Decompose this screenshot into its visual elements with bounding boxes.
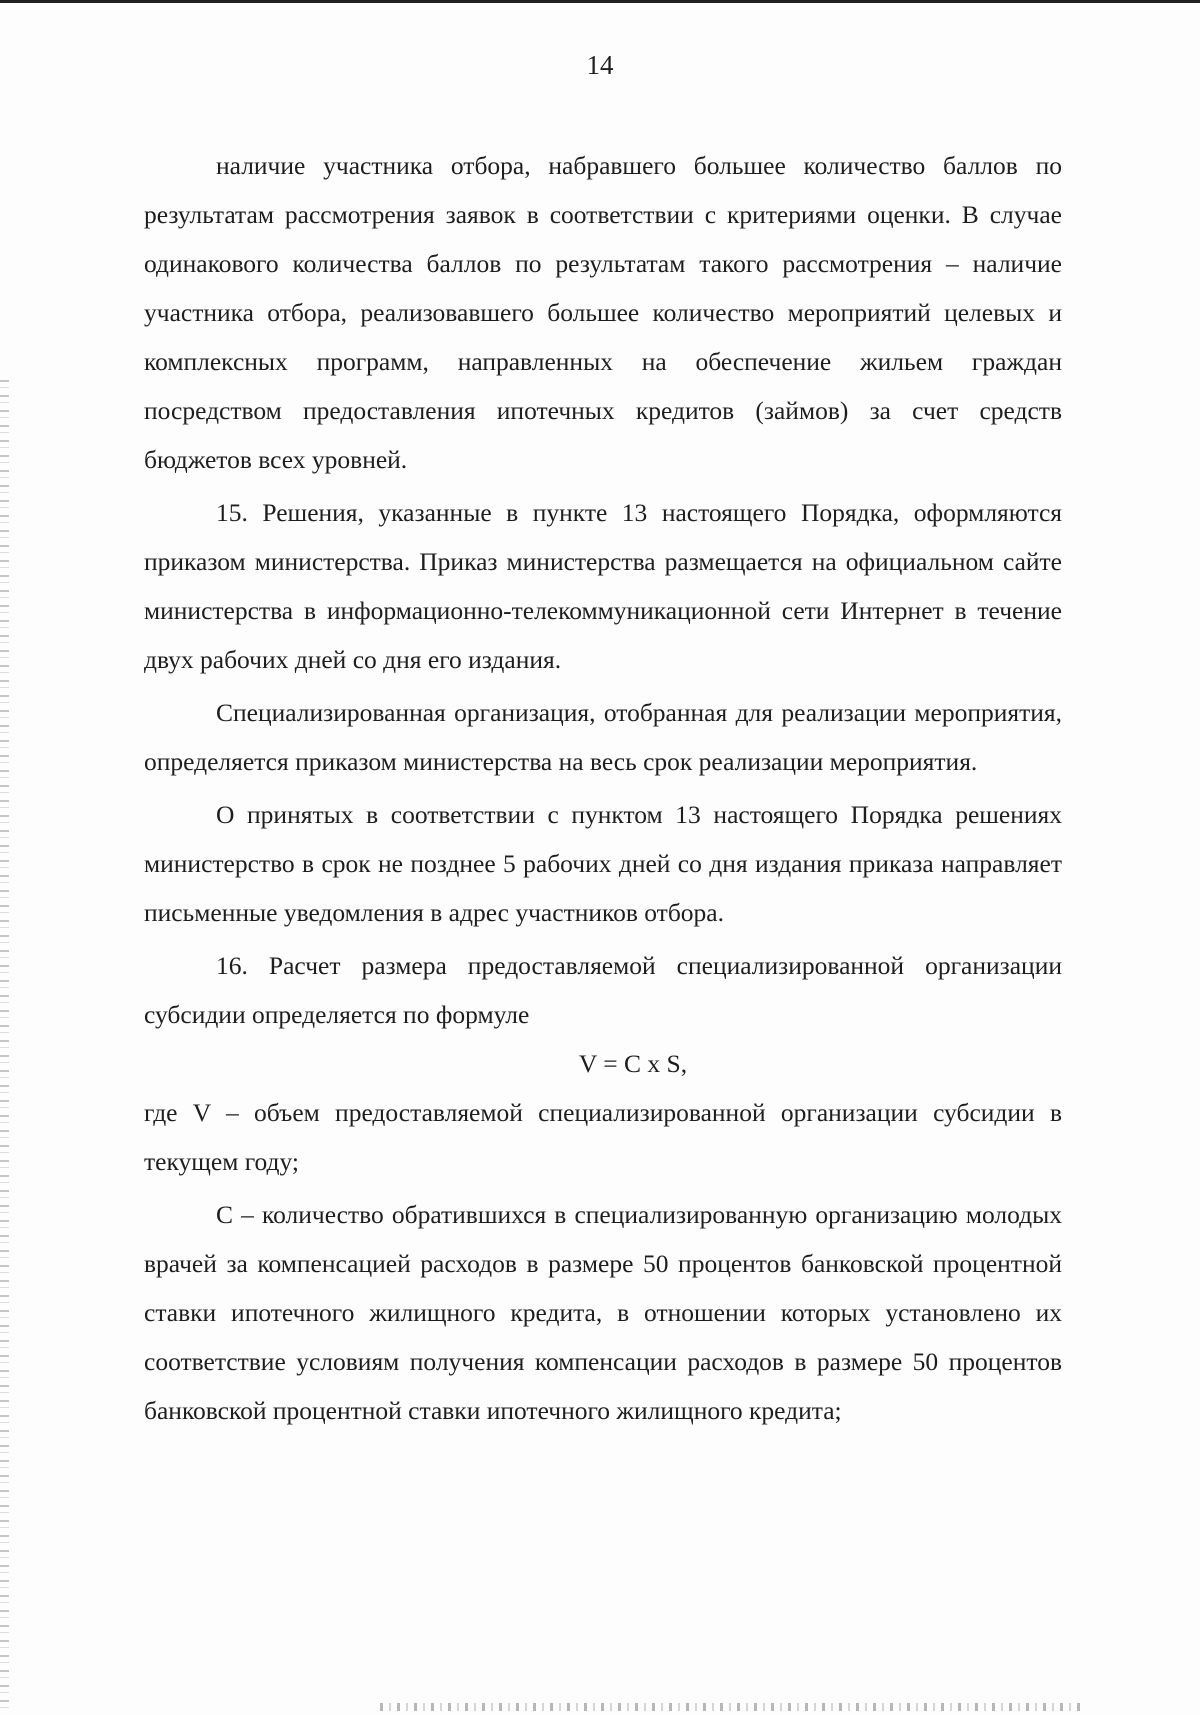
scan-top-edge — [0, 0, 1200, 3]
paragraph-selection-criteria: наличие участника отбора, набравшего большее количество баллов по результатам рассмотрения заявок в соответствии с критериями оценки. В случае одинакового количества баллов по результатам такого рассмотрения – наличие участника отбора, реализовавшего большее количество мероприятий целевых и комплексных программ, направленных на обеспечение жильем граждан посредством предоставления ипотечных кредитов (займов) за счет средств бюджетов всех уровней. — [144, 151, 1062, 474]
paragraph-notifications: О принятых в соответствии с пунктом 13 настоящего Порядка решениях министерство в срок не позднее 5 рабочих дней со дня издания приказа направляет письменные уведомления в адрес участников отбора. — [144, 800, 1062, 927]
paragraph-item-16: 16. Расчет размера предоставляемой специализированной организации субсидии определяется по формуле — [144, 951, 1062, 1029]
document-body — [144, 141, 1062, 1435]
paragraph-item-15: 15. Решения, указанные в пункте 13 настоящего Порядка, оформляются приказом министерства. Приказ министерства размещается на официальном сайте министерства в информационно-телекоммуникационной сети Интернет в течение двух рабочих дней со дня его издания. — [144, 498, 1062, 674]
paragraph-organization-appointment: Специализированная организация, отобранная для реализации мероприятия, определяется приказом министерства на весь срок реализации мероприятия. — [144, 698, 1062, 776]
definition-c: С – количество обратившихся в специализированную организацию молодых врачей за компенсацией расходов в размере 50 процентов банковской процентной ставки ипотечного жилищного кредита, в отношении которых установлено их соответствие условиям получения компенсации расходов в размере 50 процентов банковской процентной ставки ипотечного жилищного кредита; — [144, 1200, 1062, 1425]
page-number: 14 — [586, 50, 614, 80]
scan-left-edge-noise — [0, 380, 9, 1710]
subsidy-formula: V = C x S, — [578, 1049, 688, 1078]
scan-bottom-edge-noise — [380, 1703, 1080, 1711]
definition-v: где V – объем предоставляемой специализированной организации субсидии в текущем году; — [144, 1098, 1062, 1176]
